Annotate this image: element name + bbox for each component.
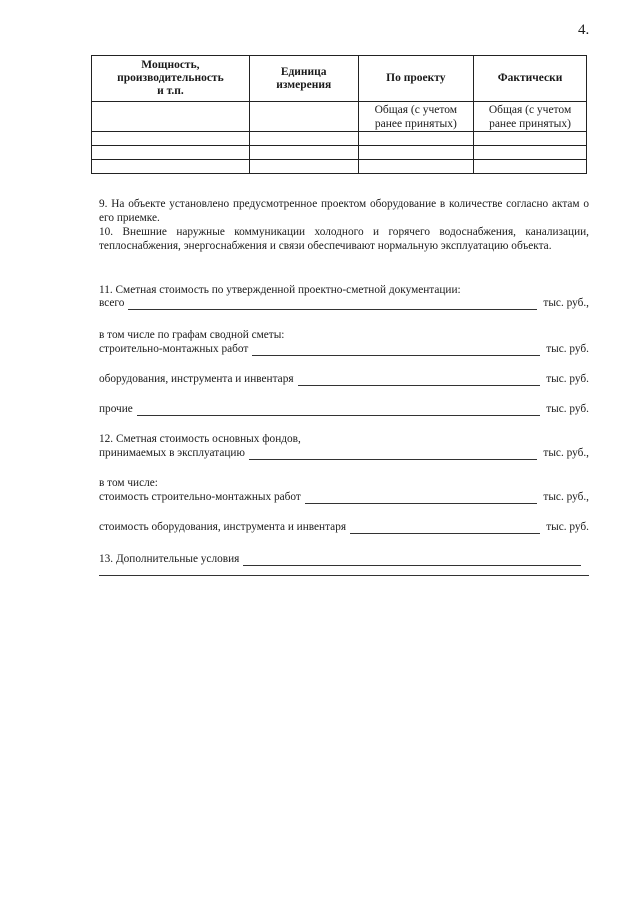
s12-equipment-unit: тыс. руб. xyxy=(546,521,589,533)
table-header-row xyxy=(92,56,587,102)
other-row xyxy=(99,402,589,416)
table-note-row xyxy=(92,102,587,132)
s12-construction-row xyxy=(99,490,589,504)
table-row xyxy=(92,160,587,174)
table-cell[interactable] xyxy=(474,146,587,160)
table-cell[interactable] xyxy=(474,160,587,174)
other-input-line[interactable] xyxy=(137,405,540,416)
table-cell[interactable] xyxy=(249,146,358,160)
construction-label: строительно-монтажных работ xyxy=(99,343,249,355)
equipment-row xyxy=(99,372,589,386)
table-cell[interactable] xyxy=(358,160,474,174)
other-label: прочие xyxy=(99,403,133,415)
construction-row xyxy=(99,342,589,356)
total-unit: тыс. руб., xyxy=(543,297,589,309)
page-number: 4. xyxy=(578,22,590,38)
equipment-label: оборудования, инструмента и инвентаря xyxy=(99,373,294,385)
table-cell-project-note: Общая (с учетом ранее принятых) xyxy=(358,102,474,132)
total-input-line[interactable] xyxy=(128,299,537,310)
table-cell[interactable] xyxy=(92,160,250,174)
accepted-label: принимаемых в эксплуатацию xyxy=(99,447,245,459)
table-cell[interactable] xyxy=(249,160,358,174)
capacity-table xyxy=(91,55,587,174)
section-9-text: 9. На объекте установлено предусмотренное проектом оборудование в количестве согласно актам о его приемке. xyxy=(99,198,589,224)
header-by-project: По проекту xyxy=(358,56,474,102)
other-unit: тыс. руб. xyxy=(546,403,589,415)
section-13-label: 13. Дополнительные условия xyxy=(99,553,240,565)
section-12-title: 12. Сметная стоимость основных фондов, xyxy=(99,433,301,445)
accepted-row xyxy=(99,446,589,460)
s12-equipment-label: стоимость оборудования, инструмента и инвентаря xyxy=(99,521,347,533)
table-cell[interactable] xyxy=(358,132,474,146)
table-row xyxy=(92,146,587,160)
s12-construction-input-line[interactable] xyxy=(305,493,538,504)
table-cell[interactable] xyxy=(92,146,250,160)
table-row xyxy=(92,132,587,146)
accepted-input-line[interactable] xyxy=(249,449,538,460)
table-cell[interactable] xyxy=(249,132,358,146)
header-actual: Фактически xyxy=(474,56,587,102)
s12-construction-label: стоимость строительно-монтажных работ xyxy=(99,491,301,503)
table-cell[interactable] xyxy=(92,102,250,132)
construction-unit: тыс. руб. xyxy=(546,343,589,355)
section-11-including: в том числе по графам сводной сметы: xyxy=(99,329,285,341)
table-cell[interactable] xyxy=(474,132,587,146)
equipment-input-line[interactable] xyxy=(298,375,541,386)
table-cell[interactable] xyxy=(249,102,358,132)
total-label: всего xyxy=(99,297,125,309)
section-10-text: 10. Внешние наружные коммуникации холодного и горячего водоснабжения, канализации, теплоснабжения, энергоснабжения и связи обеспечивают нормальную эксплуатацию объекта. xyxy=(99,226,589,252)
section-12-including: в том числе: xyxy=(99,477,158,489)
s12-equipment-input-line[interactable] xyxy=(350,523,540,534)
construction-input-line[interactable] xyxy=(252,345,540,356)
accepted-unit: тыс. руб., xyxy=(543,447,589,459)
header-unit: Единица измерения xyxy=(249,56,358,102)
table-cell-actual-note: Общая (с учетом ранее принятых) xyxy=(474,102,587,132)
header-capacity: Мощность, производительность и т.п. xyxy=(92,56,250,102)
s12-construction-unit: тыс. руб., xyxy=(543,491,589,503)
equipment-unit: тыс. руб. xyxy=(546,373,589,385)
table-cell[interactable] xyxy=(358,146,474,160)
s12-equipment-row xyxy=(99,520,589,534)
section-11-total-row xyxy=(99,296,589,310)
table-cell[interactable] xyxy=(92,132,250,146)
section-13-extra-line[interactable] xyxy=(99,564,589,576)
section-11-title: 11. Сметная стоимость по утвержденной проектно-сметной документации: xyxy=(99,284,461,296)
